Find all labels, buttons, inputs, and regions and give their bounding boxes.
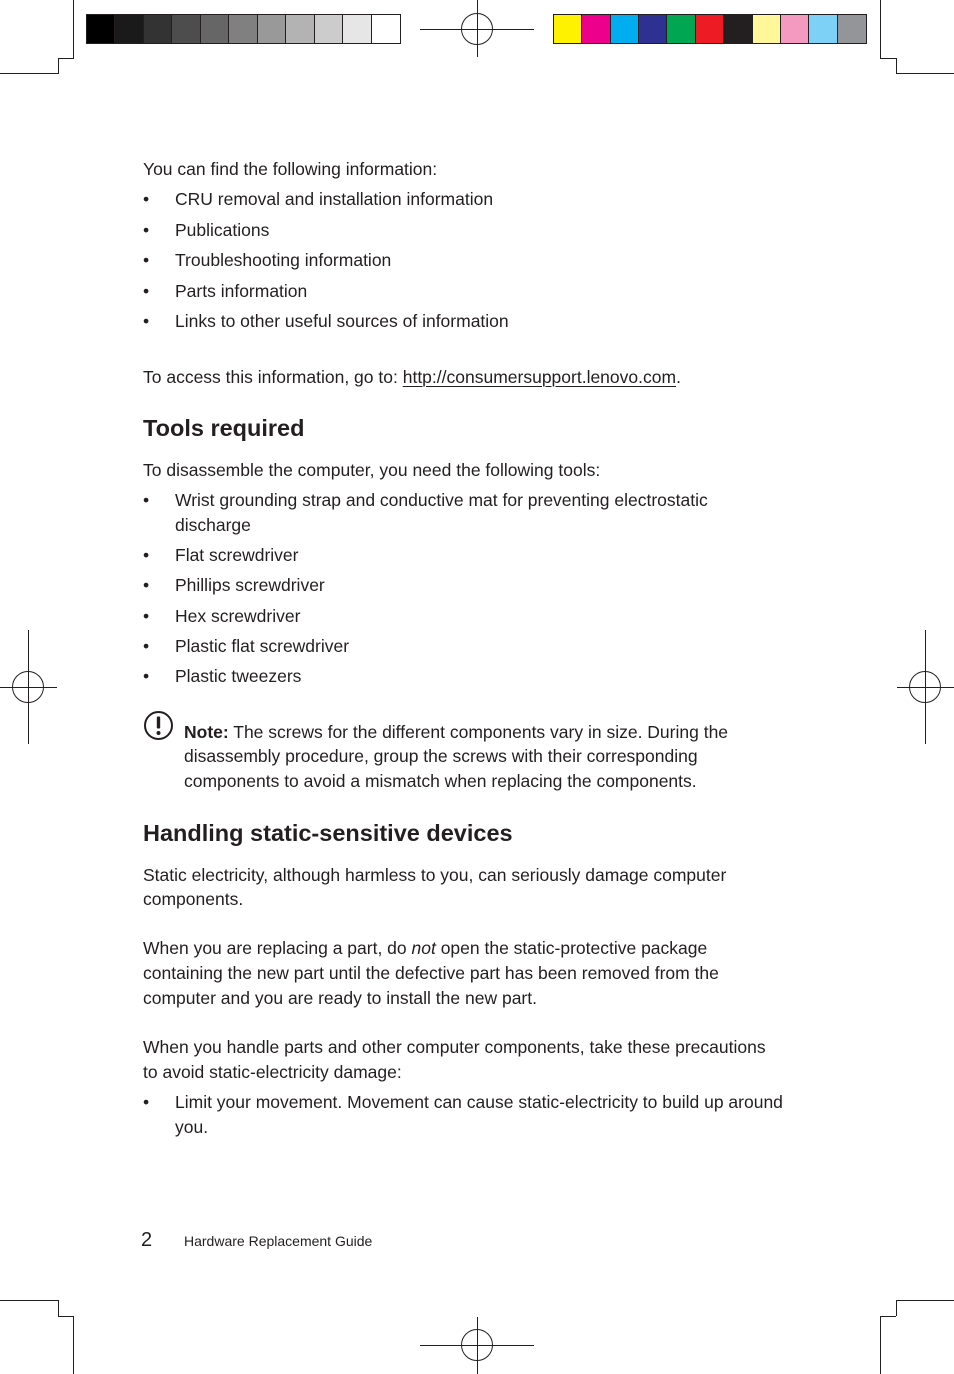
- access-info: To access this information, go to: http://consumersupport.lenovo.com.: [143, 367, 681, 387]
- tools-lead: To disassemble the computer, you need the following tools:: [143, 460, 601, 480]
- note-line: disassembly procedure, group the screws with their corresponding: [184, 746, 698, 766]
- paragraph-line: containing the new part until the defective part has been removed from the: [143, 963, 719, 983]
- gray-swatch: [286, 15, 314, 43]
- color-swatch: [639, 15, 667, 43]
- gray-swatch: [144, 15, 172, 43]
- process-color-bar: [553, 14, 867, 44]
- gray-swatch: [87, 15, 115, 43]
- tools-heading: Tools required: [143, 415, 305, 441]
- color-swatch: [724, 15, 752, 43]
- gray-swatch: [343, 15, 371, 43]
- static-heading: Handling static-sensitive devices: [143, 820, 513, 846]
- note-line: Note: The screws for the different components vary in size. During the: [184, 722, 729, 742]
- paragraph-line: to avoid static-electricity damage:: [143, 1062, 402, 1082]
- color-swatch: [809, 15, 837, 43]
- paragraph-line: When you are replacing a part, do not open the static-protective package: [143, 938, 708, 958]
- color-swatch: [753, 15, 781, 43]
- footer-title: Hardware Replacement Guide: [184, 1233, 373, 1249]
- gray-swatch: [115, 15, 143, 43]
- intro-lead: You can find the following information:: [143, 159, 438, 179]
- exclamation-icon: [143, 710, 174, 741]
- color-swatch: [582, 15, 610, 43]
- page-number: 2: [141, 1229, 153, 1251]
- support-link[interactable]: http://consumersupport.lenovo.com: [402, 367, 677, 387]
- gray-swatch: [172, 15, 200, 43]
- gray-swatch: [201, 15, 229, 43]
- paragraph-line: When you handle parts and other computer components, take these precautions: [143, 1037, 766, 1057]
- gray-swatch: [372, 15, 400, 43]
- gray-swatch: [229, 15, 257, 43]
- paragraph-line: computer and you are ready to install the new part.: [143, 988, 537, 1008]
- grayscale-bar: [86, 14, 401, 44]
- color-swatch: [696, 15, 724, 43]
- color-swatch: [667, 15, 695, 43]
- paragraph-line: Static electricity, although harmless to you, can seriously damage computer: [143, 865, 727, 885]
- gray-swatch: [315, 15, 343, 43]
- color-swatch: [838, 15, 866, 43]
- emphasis-not: not: [411, 938, 436, 958]
- color-swatch: [781, 15, 809, 43]
- gray-swatch: [258, 15, 286, 43]
- color-swatch: [611, 15, 639, 43]
- paragraph-line: components.: [143, 889, 244, 909]
- color-swatch: [554, 15, 582, 43]
- note-line: components to avoid a mismatch when replacing the components.: [184, 771, 697, 791]
- note-label: Note:: [184, 722, 229, 742]
